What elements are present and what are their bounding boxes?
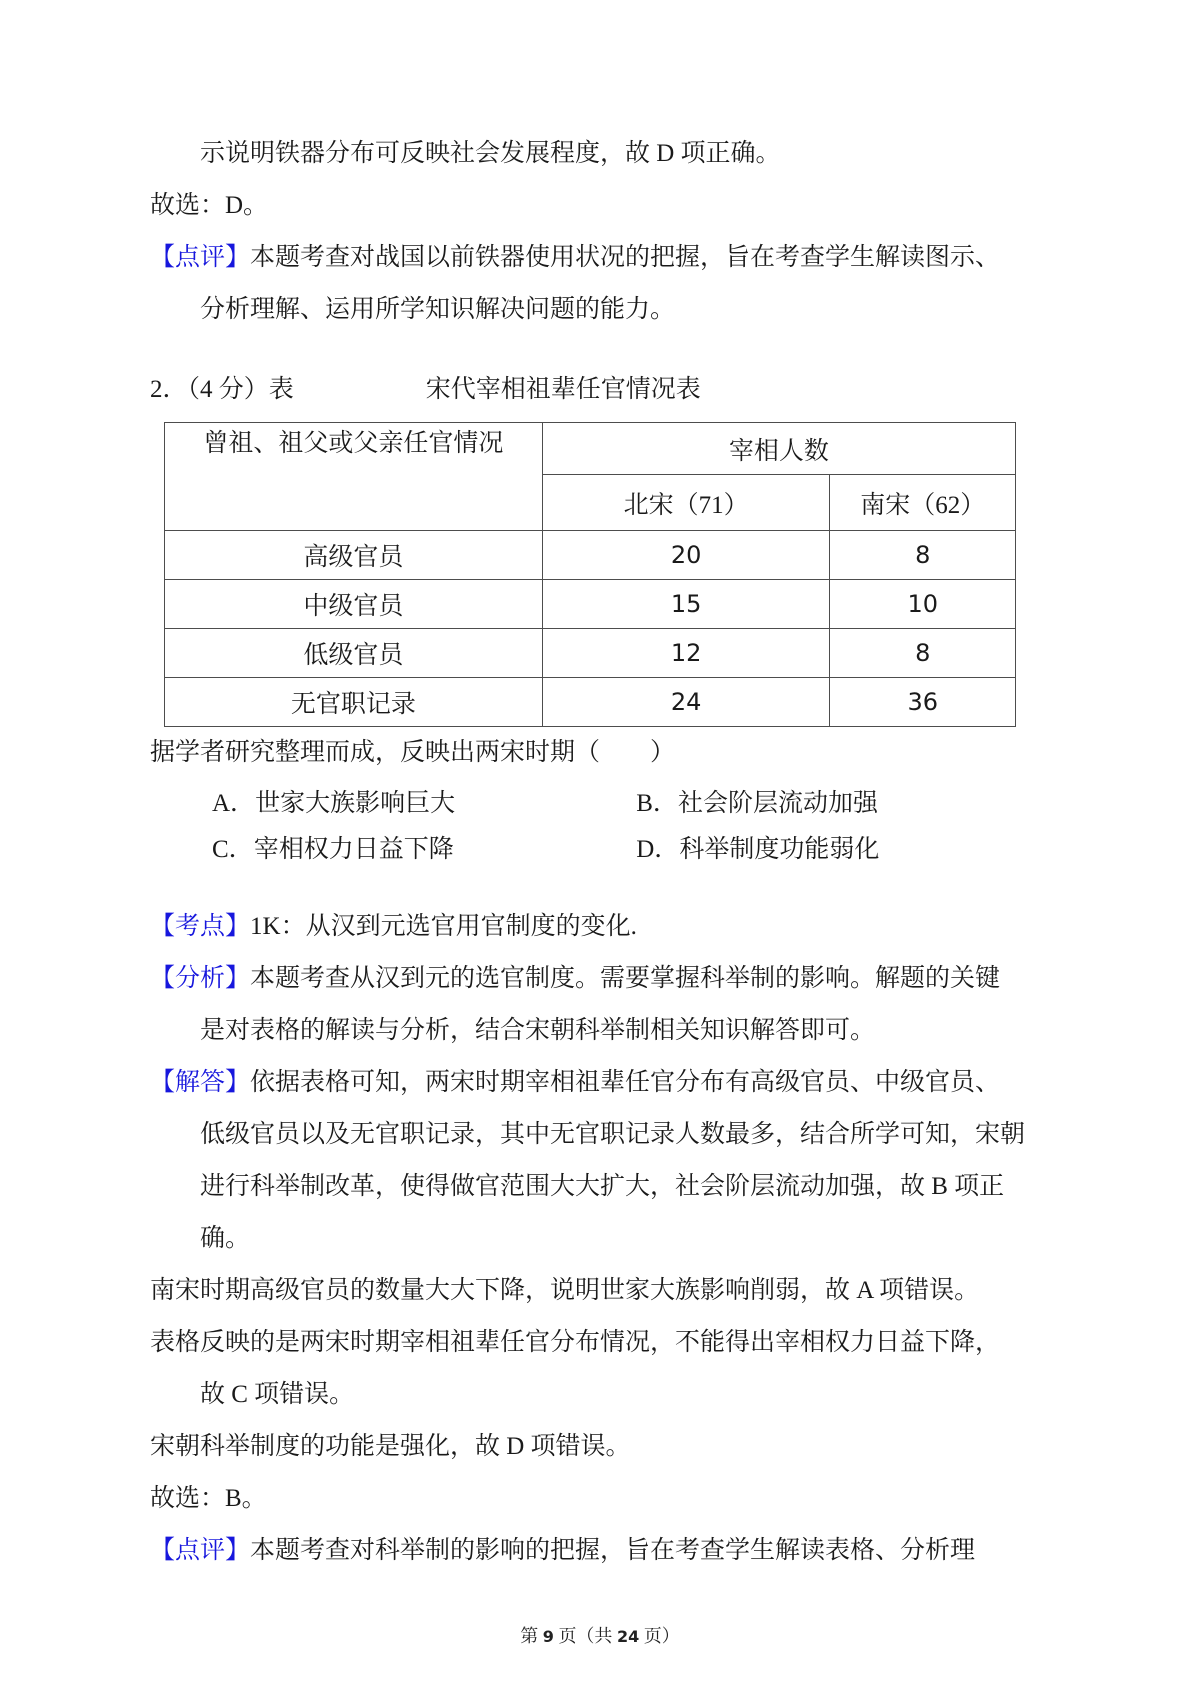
q2-stem: 据学者研究整理而成，反映出两宋时期（ ） [150, 739, 676, 766]
row-value-north: 15 [542, 580, 830, 629]
table-row [165, 629, 1016, 678]
q2-options-row-2 [150, 827, 1030, 873]
kaodian-label: 【考点】 [150, 913, 251, 940]
kaodian-line [150, 901, 1030, 953]
row-label: 无官职记录 [165, 678, 543, 727]
table-row [165, 678, 1016, 727]
table-corner-header: 曾祖、祖父或父亲任官情况 [165, 423, 543, 531]
option-c-key: C． [212, 836, 254, 863]
q2-options-row-1 [150, 781, 1030, 827]
row-label: 高级官员 [165, 531, 543, 580]
table-row [165, 531, 1016, 580]
table-row [165, 580, 1016, 629]
q1-comment-text1: 本题考查对战国以前铁器使用状况的把握，旨在考查学生解读图示、 [250, 244, 1001, 271]
footer-suffix: 页） [643, 1626, 680, 1646]
option-a-evaluation: 南宋时期高级官员的数量大大下降，说明世家大族影响削弱，故 A 项错误。 [150, 1277, 980, 1304]
fenxi-text1: 本题考查从汉到元的选官制度。需要掌握科举制的影响。解题的关键 [250, 965, 1001, 992]
page-footer [0, 1622, 1200, 1648]
q1-answer-line: 故选：D。 [150, 192, 269, 219]
option-a-key: A． [212, 790, 256, 817]
option-d-text: 科举制度功能弱化 [679, 836, 880, 863]
q1-comment-line1 [150, 232, 1030, 284]
option-b [636, 781, 878, 827]
option-c-text: 宰相权力日益下降 [253, 836, 454, 863]
row-label: 低级官员 [165, 629, 543, 678]
jieda-line3: 进行科举制改革，使得做官范围大大扩大，社会阶层流动加强，故 B 项正 [200, 1173, 1005, 1200]
footer-total-pages: 24 [616, 1627, 640, 1646]
fenxi-line1 [150, 953, 1030, 1005]
option-a-text: 世家大族影响巨大 [255, 790, 456, 817]
footer-middle: 页（共 [558, 1626, 613, 1646]
option-c [212, 827, 630, 873]
jieda-text1: 依据表格可知，两宋时期宰相祖辈任官分布有高级官员、中级官员、 [250, 1069, 1001, 1096]
option-a [212, 781, 630, 827]
jieda-line4: 确。 [200, 1225, 251, 1252]
table-col-header-north: 北宋（71） [542, 475, 830, 531]
option-d-evaluation: 宋朝科举制度的功能是强化，故 D 项错误。 [150, 1433, 631, 1460]
option-b-text: 社会阶层流动加强 [677, 790, 878, 817]
option-c-evaluation-line1: 表格反映的是两宋时期宰相祖辈任官分布情况，不能得出宰相权力日益下降， [150, 1329, 1001, 1356]
option-d-key: D． [636, 836, 680, 863]
option-d [636, 827, 879, 873]
q1-comment-line2: 分析理解、运用所学知识解决问题的能力。 [200, 296, 676, 323]
kaodian-text: 1K：从汉到元选官用官制度的变化. [250, 913, 637, 940]
row-value-south: 8 [830, 629, 1016, 678]
fenxi-line2: 是对表格的解读与分析，结合宋朝科举制相关知识解答即可。 [200, 1017, 876, 1044]
row-value-south: 36 [830, 678, 1016, 727]
option-c-evaluation-line2: 故 C 项错误。 [200, 1381, 355, 1408]
table-header-row-1 [165, 423, 1016, 475]
table-col-header-south: 南宋（62） [830, 475, 1016, 531]
table-group-header: 宰相人数 [542, 423, 1015, 475]
row-value-north: 20 [542, 531, 830, 580]
row-value-south: 8 [830, 531, 1016, 580]
dianping-line [150, 1525, 1030, 1577]
dianping-text: 本题考查对科举制的影响的把握，旨在考查学生解读表格、分析理 [250, 1537, 976, 1564]
dianping-label: 【点评】 [150, 1537, 251, 1564]
row-value-south: 10 [830, 580, 1016, 629]
q2-heading [150, 364, 1030, 416]
footer-prefix: 第 [520, 1626, 539, 1646]
q2-table-title: 宋代宰相祖辈任官情况表 [425, 376, 701, 403]
jieda-label: 【解答】 [150, 1069, 251, 1096]
song-chancellor-table [164, 422, 1016, 727]
fenxi-label: 【分析】 [150, 965, 251, 992]
q2-answer-line: 故选：B。 [150, 1485, 267, 1512]
footer-page-number: 9 [542, 1627, 554, 1646]
row-value-north: 12 [542, 629, 830, 678]
row-label: 中级官员 [165, 580, 543, 629]
jieda-line2: 低级官员以及无官职记录，其中无官职记录人数最多，结合所学可知，宋朝 [200, 1121, 1026, 1148]
q1-explanation-carry-line: 示说明铁器分布可反映社会发展程度，故 D 项正确。 [200, 140, 781, 167]
row-value-north: 24 [542, 678, 830, 727]
jieda-line1 [150, 1057, 1030, 1109]
q2-number-label: 2．（4 分）表 [150, 376, 294, 403]
comment-label: 【点评】 [150, 244, 251, 271]
option-b-key: B． [636, 790, 678, 817]
